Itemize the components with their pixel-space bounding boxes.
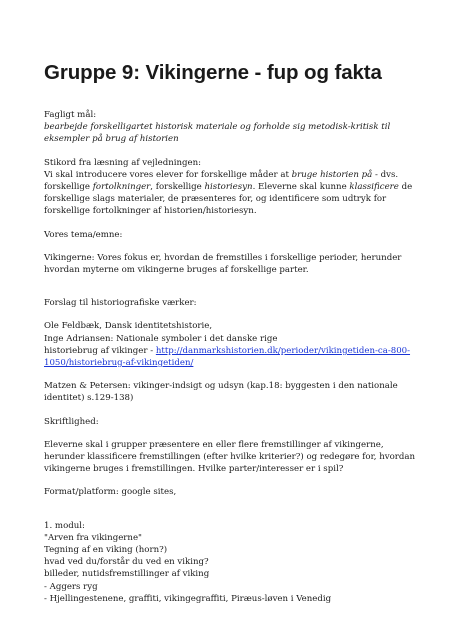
- vaerker-line-4: Matzen & Petersen: vikinger-indsigt og udsyn (kap.18: byggesten i den nationale identitet) s.129-138): [44, 381, 398, 404]
- tema-section: [44, 229, 424, 277]
- modul-heading: 1. modul:: [44, 520, 85, 531]
- vaerker-heading: Forslag til historiografiske værker:: [44, 298, 197, 309]
- danmarkshistorien-link[interactable]: http://danmarkshistorien.dk/perioder/vikingetiden-ca-800-: [155, 345, 411, 356]
- stikord-text: Vi skal introducere vores elever for forskellige måder at bruge historien på - dvs. forskellige fortolkninger, forskellige historiesyn. Eleverne skal kunne klassificere de forskellige slags materialer, de præsenteres for, og identificere som udtryk for forskellige fortolkninger af historien/historiesyn.: [44, 169, 413, 217]
- page-title: Gruppe 9: Vikingerne - fup og fakta: [44, 61, 382, 84]
- danmarkshistorien-link-cont[interactable]: 1050/historiebrug-af-vikingetiden/: [44, 358, 194, 369]
- skriftlighed-section: [44, 416, 424, 476]
- stikord-section: [44, 157, 424, 218]
- document-page: [44, 60, 424, 605]
- stikord-heading: Stikord fra læsning af vejledningen:: [44, 157, 202, 168]
- faglig-maal-text: bearbejde forskelligartet historisk materiale og forholde sig metodisk-kritisk til eksempler på brug af historien: [44, 122, 391, 145]
- modul-item: Tegning af en viking (horn?): [44, 545, 168, 556]
- modul-item: - Aggers ryg: [44, 581, 98, 592]
- vaerker-line-3: historiebrug af vikinger - http://danmarkshistorien.dk/perioder/vikingetiden-ca-800-: [44, 345, 411, 356]
- modul-item: billeder, nutidsfremstillinger af viking: [44, 569, 210, 580]
- format-text: Format/platform: google sites,: [44, 487, 177, 498]
- modul-section: [44, 520, 424, 605]
- modul-item: hvad ved du/forstår du ved en viking?: [44, 557, 209, 568]
- modul-item: - Hjellingestenene, graffiti, vikingegraffiti, Piræus-løven i Venedig: [44, 593, 332, 604]
- tema-heading: Vores tema/emne:: [44, 229, 123, 240]
- vaerker-line-1: Ole Feldbæk, Dansk identitetshistorie,: [44, 321, 213, 332]
- faglig-maal-section: [44, 109, 424, 146]
- format-section: [44, 486, 424, 498]
- faglig-maal-heading: Fagligt mål:: [44, 110, 97, 120]
- vaerker-line-2: Inge Adriansen: Nationale symboler i det danske rige: [44, 333, 278, 344]
- vaerker-section: [44, 297, 424, 404]
- skriftlighed-text: Eleverne skal i grupper præsentere en eller flere fremstillinger af vikingerne, herunder klassificere fremstillingen (efter hvilke kriterier?) og redegøre for, hvordan vikingerne bruges i fremstillingen. Hvilke parter/interesser er i spil?: [44, 439, 416, 475]
- skriftlighed-heading: Skriftlighed:: [44, 416, 99, 427]
- modul-item: "Arven fra vikingerne": [44, 532, 142, 543]
- tema-text: Vikingerne: Vores fokus er, hvordan de fremstilles i forskellige perioder, herunder hvordan myterne om vikingerne bruges af forskellige parter.: [44, 252, 402, 276]
